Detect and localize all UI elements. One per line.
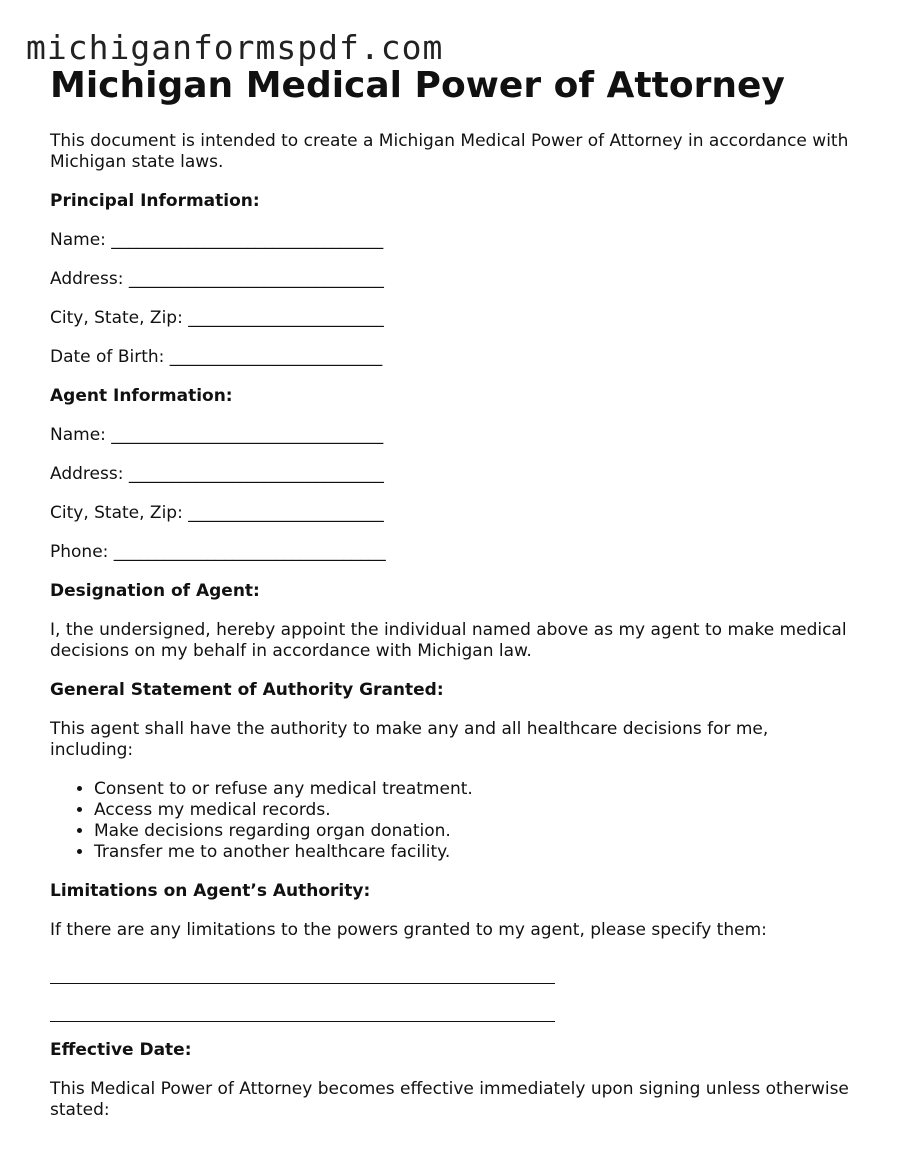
principal-name-field[interactable]: Name: ________________________________: [50, 230, 384, 250]
authority-list: [50, 779, 850, 863]
intro-paragraph: This document is intended to create a Michigan Medical Power of Attorney in accordance with Michigan state laws.: [50, 131, 849, 172]
principal-city-state-zip-field[interactable]: City, State, Zip: _______________________: [50, 308, 384, 328]
designation-paragraph: I, the undersigned, hereby appoint the individual named above as my agent to make medical decisions on my behalf in accordance with Michigan law.: [50, 620, 847, 661]
agent-city-state-zip-field[interactable]: City, State, Zip: _______________________: [50, 503, 384, 523]
limitations-blank-line-2[interactable]: [50, 1002, 555, 1022]
principal-date-of-birth-field[interactable]: Date of Birth: _________________________: [50, 347, 383, 367]
list-item: • Make decisions regarding organ donation.: [94, 821, 850, 842]
watermark-site-name: michiganformspdf.com: [26, 28, 444, 67]
effective-date-heading: Effective Date:: [50, 1040, 192, 1060]
principal-heading: Principal Information:: [50, 191, 260, 211]
agent-heading: Agent Information:: [50, 386, 233, 406]
designation-heading: Designation of Agent:: [50, 581, 260, 601]
limitations-heading: Limitations on Agent’s Authority:: [50, 881, 371, 901]
principal-address-field[interactable]: Address: ______________________________: [50, 269, 384, 289]
list-item: • Consent to or refuse any medical treatment.: [94, 779, 850, 800]
document-title: Michigan Medical Power of Attorney: [50, 65, 785, 106]
effective-date-paragraph: This Medical Power of Attorney becomes effective immediately upon signing unless otherwise stated:: [50, 1079, 849, 1120]
document-page: [50, 64, 850, 1121]
agent-address-field[interactable]: Address: ______________________________: [50, 464, 384, 484]
limitations-blank-line-1[interactable]: [50, 964, 555, 984]
authority-paragraph: This agent shall have the authority to make any and all healthcare decisions for me, including:: [50, 719, 769, 760]
agent-phone-field[interactable]: Phone: ________________________________: [50, 542, 386, 562]
agent-name-field[interactable]: Name: ________________________________: [50, 425, 384, 445]
list-item: • Transfer me to another healthcare facility.: [94, 842, 850, 863]
list-item: • Access my medical records.: [94, 800, 850, 821]
limitations-paragraph: If there are any limitations to the powers granted to my agent, please specify them:: [50, 920, 767, 940]
authority-heading: General Statement of Authority Granted:: [50, 680, 444, 700]
